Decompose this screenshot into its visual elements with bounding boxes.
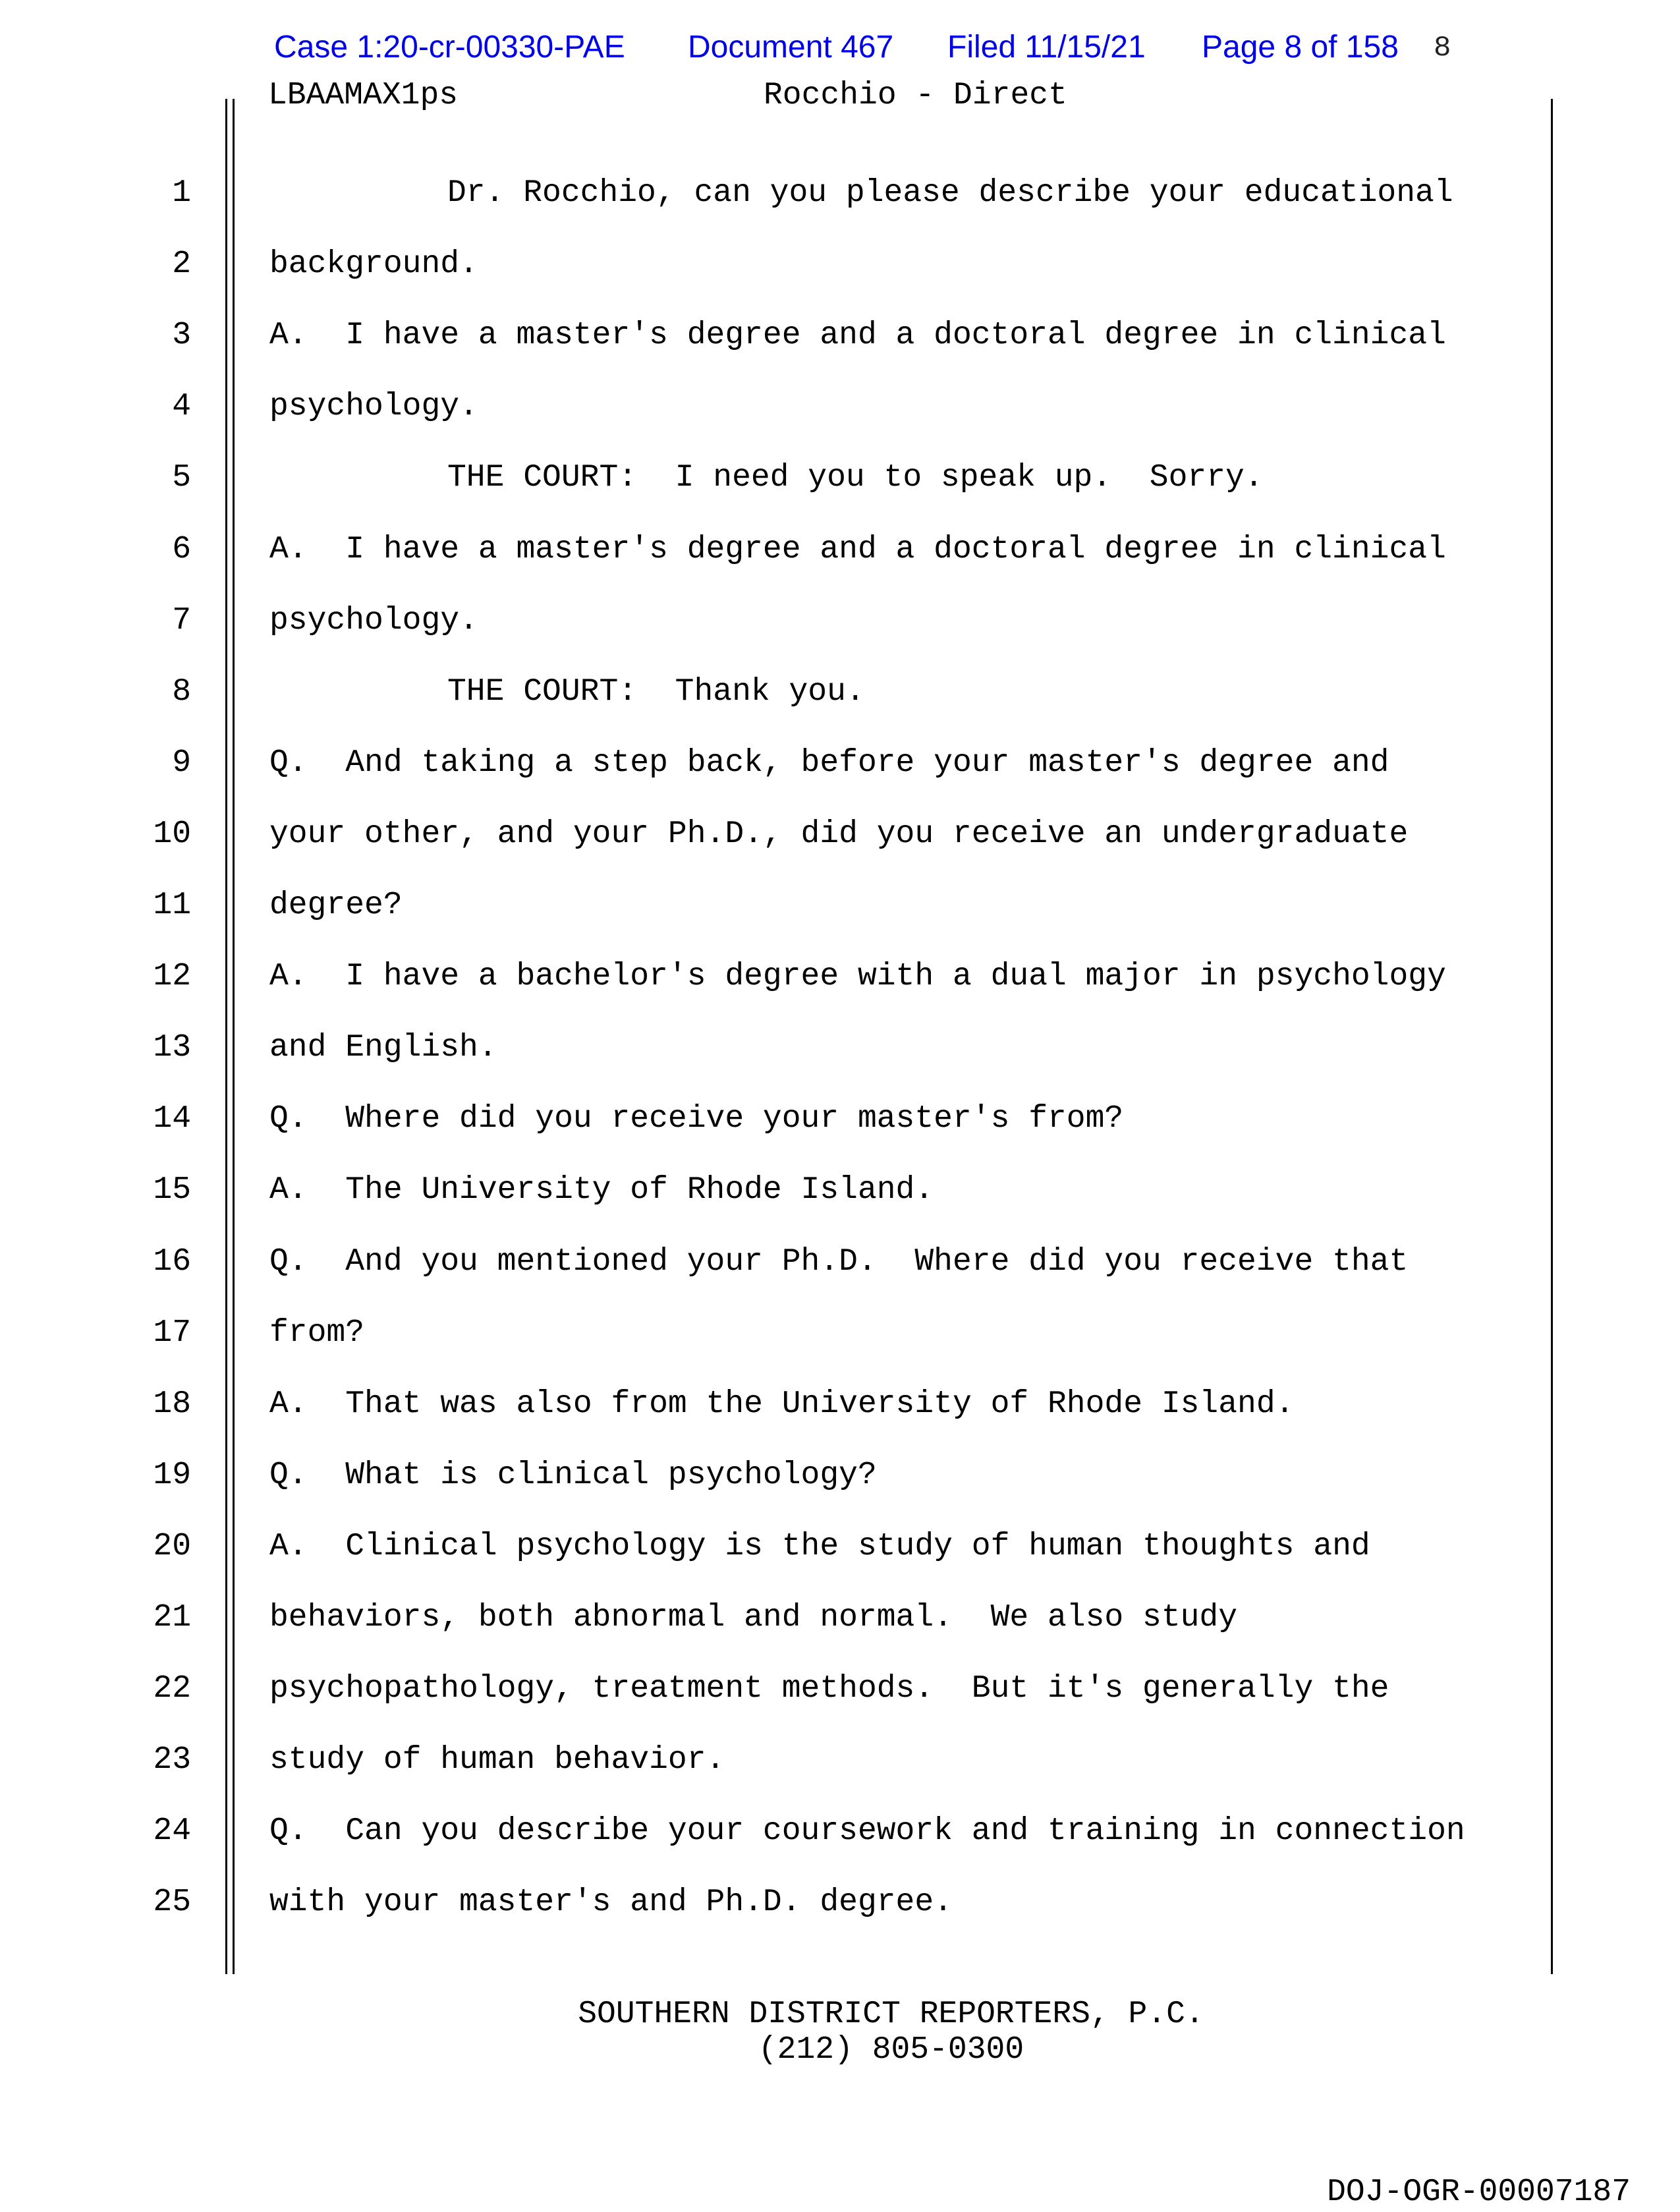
transcript-line: Q. And taking a step back, before your master's degree and [269, 745, 1389, 781]
line-number: 18 [153, 1386, 191, 1422]
line-number: 19 [153, 1457, 191, 1493]
transcript-id: LBAAMAX1ps [268, 78, 459, 113]
witness-heading: Rocchio - Direct [764, 78, 1067, 113]
transcript-line: behaviors, both abnormal and normal. We also study [269, 1600, 1238, 1635]
line-number: 3 [172, 318, 191, 354]
bates-number: DOJ-OGR-00007187 [1327, 2174, 1631, 2210]
transcript-line: with your master's and Ph.D. degree. [269, 1885, 953, 1921]
transcript-line: degree? [269, 888, 403, 923]
line-number: 13 [153, 1030, 191, 1066]
transcript-line: Q. Where did you receive your master's from? [269, 1101, 1124, 1137]
line-number: 21 [153, 1600, 191, 1635]
transcript-line: A. The University of Rhode Island. [269, 1172, 934, 1208]
transcript-line: Dr. Rocchio, can you please describe your educational [447, 175, 1453, 211]
transcript-line: A. Clinical psychology is the study of human thoughts and [269, 1528, 1370, 1564]
transcript-line: and English. [269, 1030, 497, 1066]
transcript-line: psychology. [269, 602, 478, 638]
transcript-line: THE COURT: Thank you. [447, 673, 865, 710]
transcript-line: from? [269, 1315, 365, 1351]
transcript-line: Q. Can you describe your coursework and training in connection [269, 1813, 1465, 1850]
reporter-phone: (212) 805-0300 [758, 2032, 1024, 2068]
transcript-line: Q. What is clinical psychology? [269, 1457, 877, 1493]
line-number: 12 [153, 959, 191, 995]
line-number: 1 [172, 175, 191, 211]
transcript-line: A. I have a master's degree and a doctoral degree in clinical [269, 531, 1446, 567]
transcript-line: background. [269, 246, 478, 283]
line-number: 14 [153, 1101, 191, 1137]
line-number: 24 [153, 1813, 191, 1850]
line-number: 23 [153, 1742, 191, 1778]
line-number: 25 [153, 1885, 191, 1921]
line-number: 17 [153, 1315, 191, 1351]
line-number: 2 [172, 246, 191, 283]
transcript-line: A. I have a bachelor's degree with a dual major in psychology [269, 959, 1446, 995]
transcript-line: study of human behavior. [269, 1742, 725, 1778]
right-margin-rule [1551, 99, 1553, 1974]
line-number: 4 [172, 389, 191, 425]
line-number: 7 [172, 602, 191, 638]
transcript-line: psychopathology, treatment methods. But it's generally the [269, 1671, 1389, 1707]
page-of-total: Page 8 of 158 [1202, 30, 1399, 65]
line-number: 5 [172, 460, 191, 496]
left-margin-rule-inner [233, 99, 235, 1974]
document-number: Document 467 [688, 30, 894, 65]
filed-date: Filed 11/15/21 [947, 30, 1146, 65]
transcript-line: THE COURT: I need you to speak up. Sorry. [447, 460, 1264, 496]
line-number: 10 [153, 816, 191, 852]
transcript-line: psychology. [269, 389, 478, 425]
line-number: 16 [153, 1243, 191, 1280]
transcript-line: A. That was also from the University of Rhode Island. [269, 1386, 1295, 1422]
line-number: 9 [172, 745, 191, 781]
left-margin-rule [225, 99, 227, 1974]
transcript-line: Q. And you mentioned your Ph.D. Where did you receive that [269, 1243, 1409, 1280]
line-number: 8 [172, 673, 191, 710]
line-number: 11 [153, 888, 191, 923]
reporter-name: SOUTHERN DISTRICT REPORTERS, P.C. [578, 1997, 1204, 2032]
line-number: 6 [172, 531, 191, 567]
line-number: 22 [153, 1671, 191, 1707]
case-number: Case 1:20-cr-00330-PAE [274, 30, 625, 65]
transcript-line: A. I have a master's degree and a doctoral degree in clinical [269, 318, 1446, 354]
transcript-page-number: 8 [1434, 32, 1451, 65]
line-number: 15 [153, 1172, 191, 1208]
line-number: 20 [153, 1528, 191, 1564]
transcript-line: your other, and your Ph.D., did you receive an undergraduate [269, 816, 1409, 852]
